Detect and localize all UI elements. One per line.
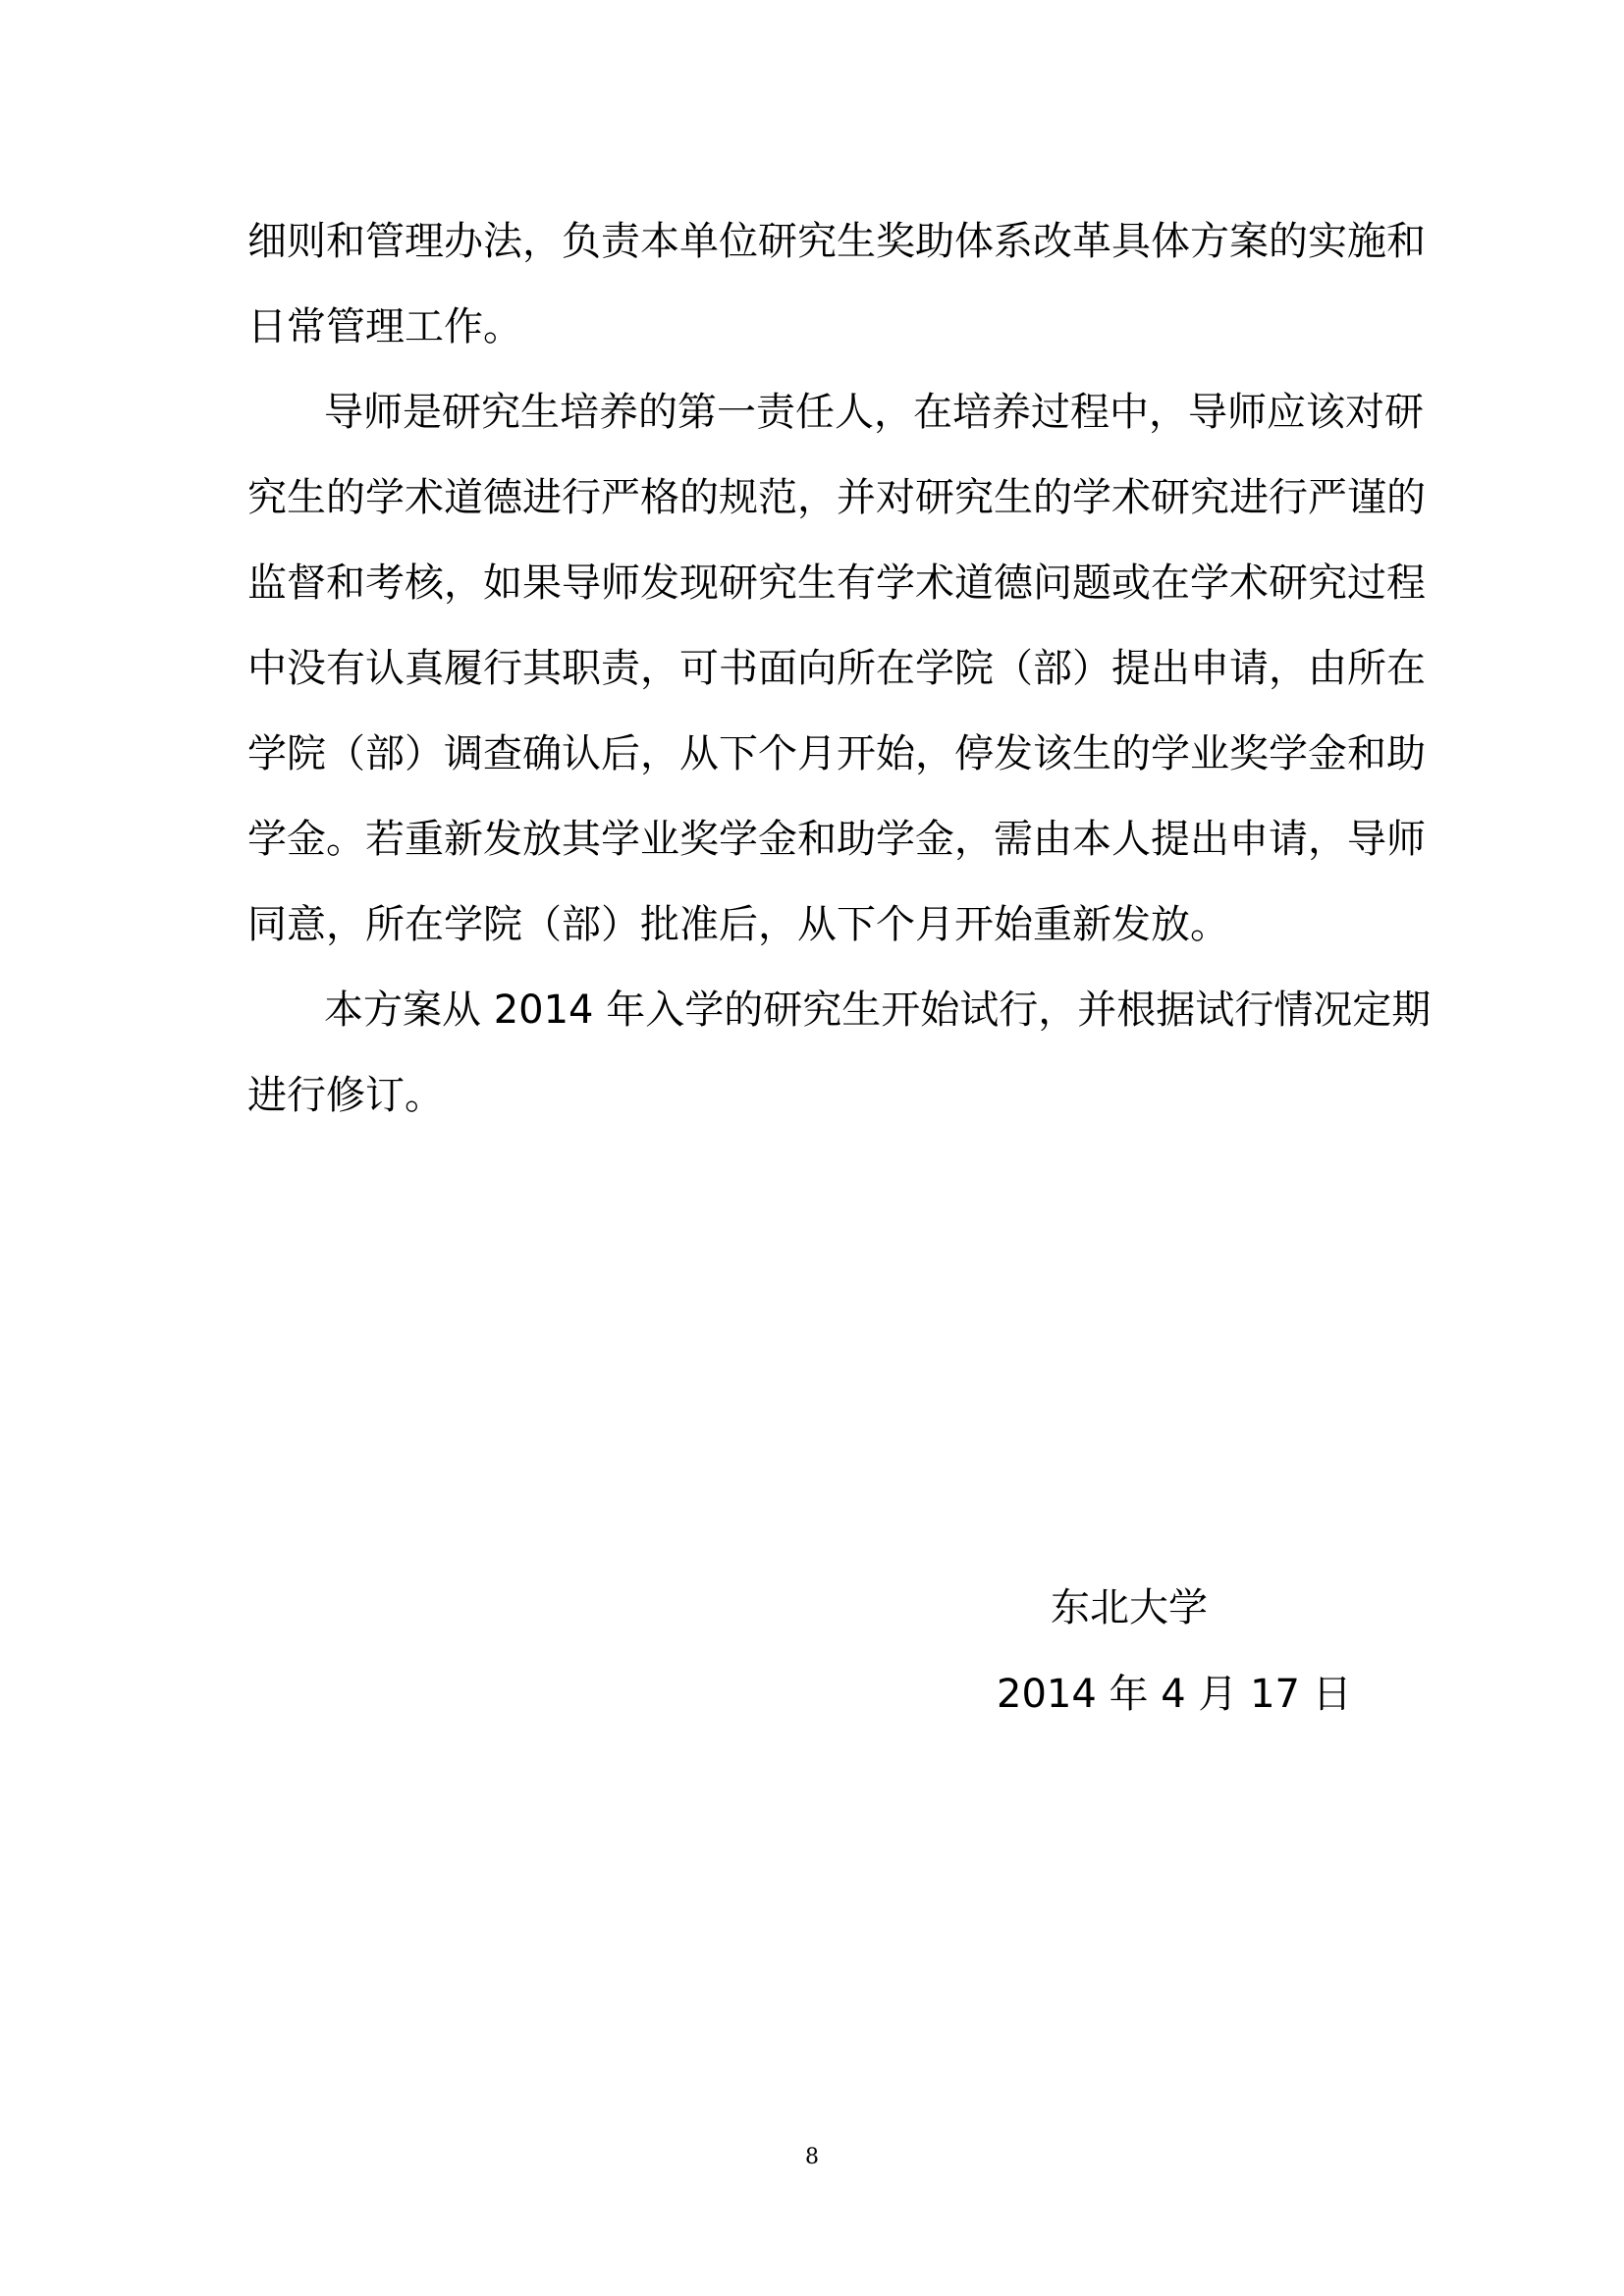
page-number: 8	[805, 2145, 819, 2169]
paragraph-1-line-2: 日常管理工作。	[247, 304, 522, 349]
paragraph-2-line-4: 中没有认真履行其职责，可书面向所在学院（部）提出申请，由所在	[247, 646, 1426, 691]
paragraph-2-line-7: 同意，所在学院（部）批准后，从下个月开始重新发放。	[247, 902, 1229, 947]
paragraph-2-line-6: 学金。若重新发放其学业奖学金和助学金，需由本人提出申请，导师	[247, 817, 1426, 862]
paragraph-3-line-1: 本方案从 2014 年入学的研究生开始试行，并根据试行情况定期	[324, 988, 1432, 1033]
paragraph-1-line-1: 细则和管理办法，负责本单位研究生奖助体系改革具体方案的实施和	[247, 219, 1426, 264]
signature-date: 2014 年 4 月 17 日	[997, 1672, 1352, 1717]
paragraph-3-line-2: 进行修订。	[247, 1073, 444, 1118]
paragraph-2-line-3: 监督和考核，如果导师发现研究生有学术道德问题或在学术研究过程	[247, 561, 1426, 606]
paragraph-2-line-2: 究生的学术道德进行严格的规范，并对研究生的学术研究进行严谨的	[247, 475, 1426, 520]
paragraph-2-line-5: 学院（部）调查确认后，从下个月开始，停发该生的学业奖学金和助	[247, 731, 1426, 776]
signature-organization: 东北大学	[1051, 1585, 1208, 1630]
paragraph-2-line-1: 导师是研究生培养的第一责任人，在培养过程中，导师应该对研	[324, 390, 1424, 435]
